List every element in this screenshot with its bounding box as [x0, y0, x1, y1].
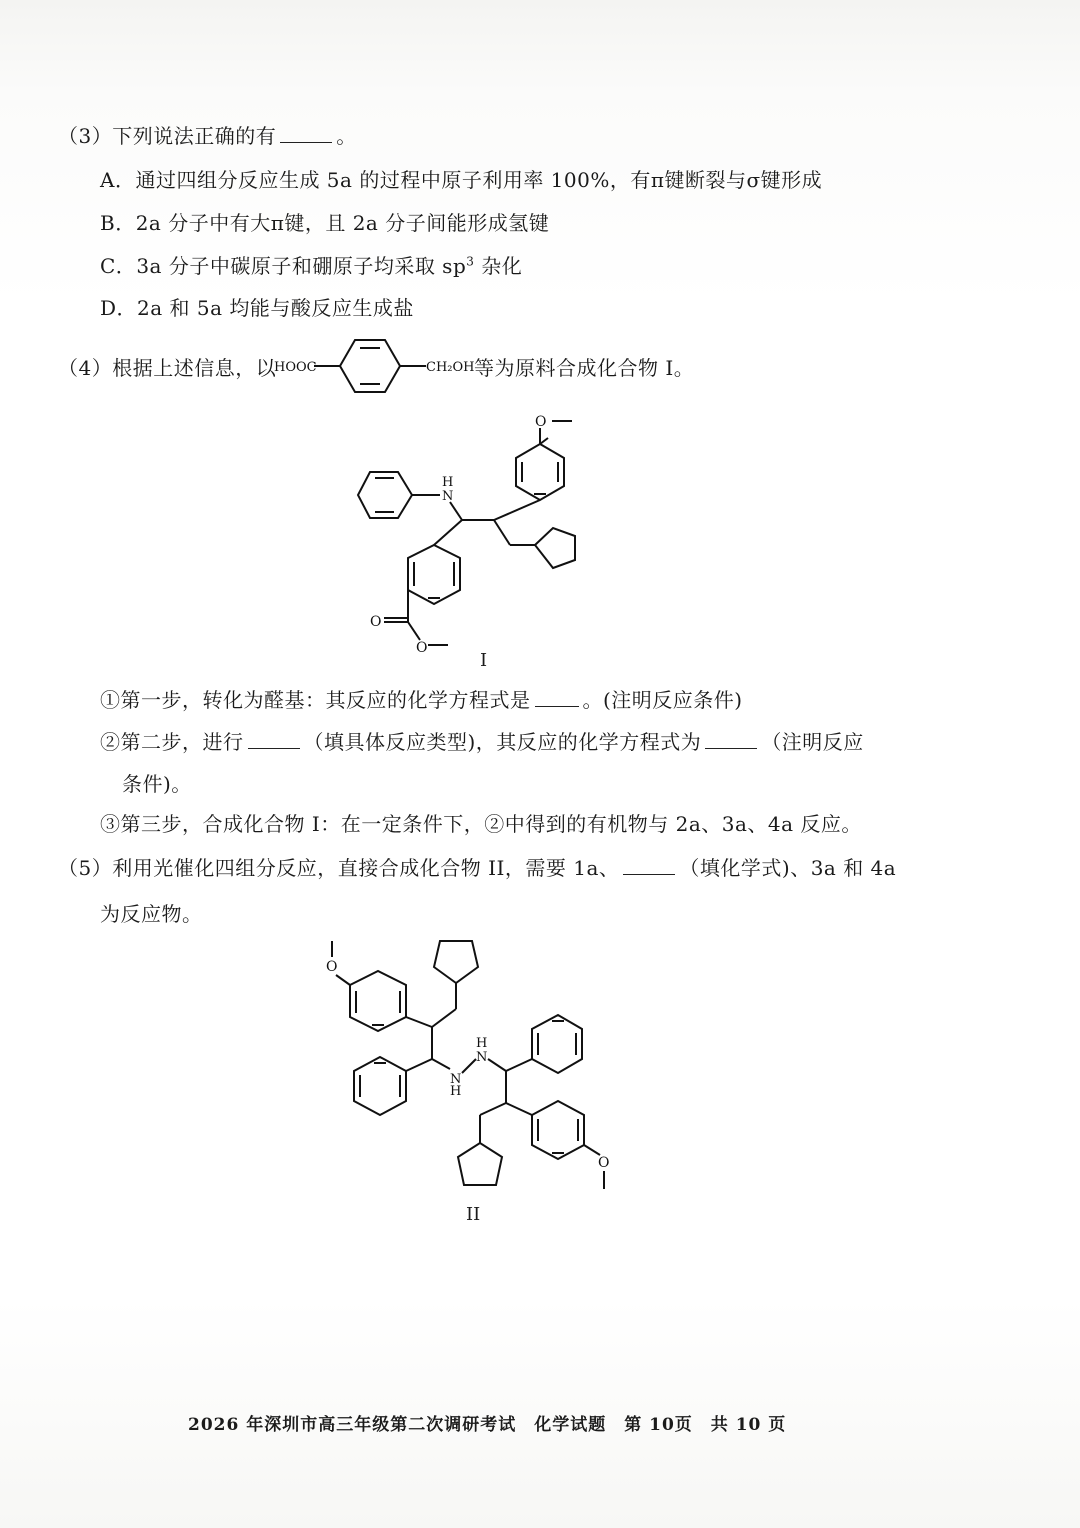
atom-o: O [598, 1155, 610, 1171]
option-label: C． [100, 254, 137, 278]
q5-line1 [58, 852, 896, 881]
atom-n: N [476, 1050, 488, 1065]
q4-stem-text: （4）根据上述信息，以 [58, 356, 277, 380]
q3-option-d [100, 292, 414, 321]
compound-II-label: II [466, 1204, 481, 1225]
step2-end: （注明反应 [761, 730, 864, 754]
option-label: B． [100, 211, 136, 235]
q3-option-a [100, 164, 822, 193]
q4-stem-suffix [474, 352, 694, 381]
q5-line2-text: 为反应物。 [100, 902, 203, 926]
atom-h: H [476, 1036, 488, 1051]
atom-o: O [326, 959, 338, 975]
q3-option-b [100, 207, 549, 236]
q3-option-c [100, 250, 522, 279]
q4-stem-prefix [58, 352, 276, 381]
q4-step2 [100, 726, 864, 755]
option-label: D． [100, 296, 138, 320]
atom-n: N [450, 1072, 462, 1087]
atom-o: O [370, 614, 382, 630]
reagent-left-group: HOOC [274, 360, 317, 375]
q5-text: （5）利用光催化四组分反应，直接合成化合物 II，需要 1a、 [58, 856, 620, 880]
q4-step3 [100, 808, 862, 837]
step2-cont-text: 条件)。 [122, 772, 192, 796]
option-text: 2a 分子中有大π键，且 2a 分子间能形成氢键 [135, 211, 550, 235]
reagent-right-group: CH₂OH [426, 360, 475, 375]
option-text: 通过四组分反应生成 5a 的过程中原子利用率 100%，有π键断裂与σ键形成 [135, 168, 823, 192]
q4-stem-end: 等为原料合成化合物 I。 [474, 356, 695, 380]
option-text-end: 杂化 [474, 254, 523, 278]
superscript: 3 [466, 254, 475, 269]
q5-line2 [100, 898, 203, 927]
atom-h: H [442, 475, 454, 490]
q4-step2-cont [122, 768, 192, 797]
compound-I-label: I [480, 650, 488, 671]
option-text: 3a 分子中碳原子和硼原子均采取 sp [136, 254, 467, 278]
option-text: 2a 和 5a 均能与酸反应生成盐 [137, 296, 414, 320]
step1-answer-blank[interactable] [535, 688, 579, 707]
q3-stem-text: （3）下列说法正确的有 [58, 124, 277, 148]
q3-stem [58, 120, 357, 149]
step3-text: ③第三步，合成化合物 I：在一定条件下，②中得到的有机物与 2a、3a、4a 反应。 [100, 812, 862, 836]
step2-text: ②第二步，进行 [100, 730, 244, 754]
step2-type-blank[interactable] [248, 730, 300, 749]
atom-h: H [450, 1084, 462, 1099]
compound-II-structure [320, 935, 630, 1204]
page-footer: 2026 年深圳市高三年级第二次调研考试 化学试题 第 10页 共 10 页 [188, 1415, 787, 1435]
compound-I-structure [350, 400, 610, 669]
atom-o: O [416, 640, 428, 656]
q3-answer-blank[interactable] [280, 124, 332, 143]
step1-end: 。(注明反应条件) [582, 688, 743, 712]
q5-text-end: （填化学式)、3a 和 4a [679, 856, 897, 880]
option-label: A． [100, 168, 136, 192]
atom-n: N [442, 489, 454, 504]
step1-text: ①第一步，转化为醛基：其反应的化学方程式是 [100, 688, 531, 712]
reagent-structure [272, 334, 492, 402]
q3-stem-end: 。 [336, 124, 357, 148]
q5-answer-blank[interactable] [623, 856, 675, 875]
step2-mid: （填具体反应类型)，其反应的化学方程式为 [303, 730, 702, 754]
atom-o: O [535, 414, 547, 430]
step2-equation-blank[interactable] [705, 730, 757, 749]
q4-step1 [100, 684, 743, 713]
